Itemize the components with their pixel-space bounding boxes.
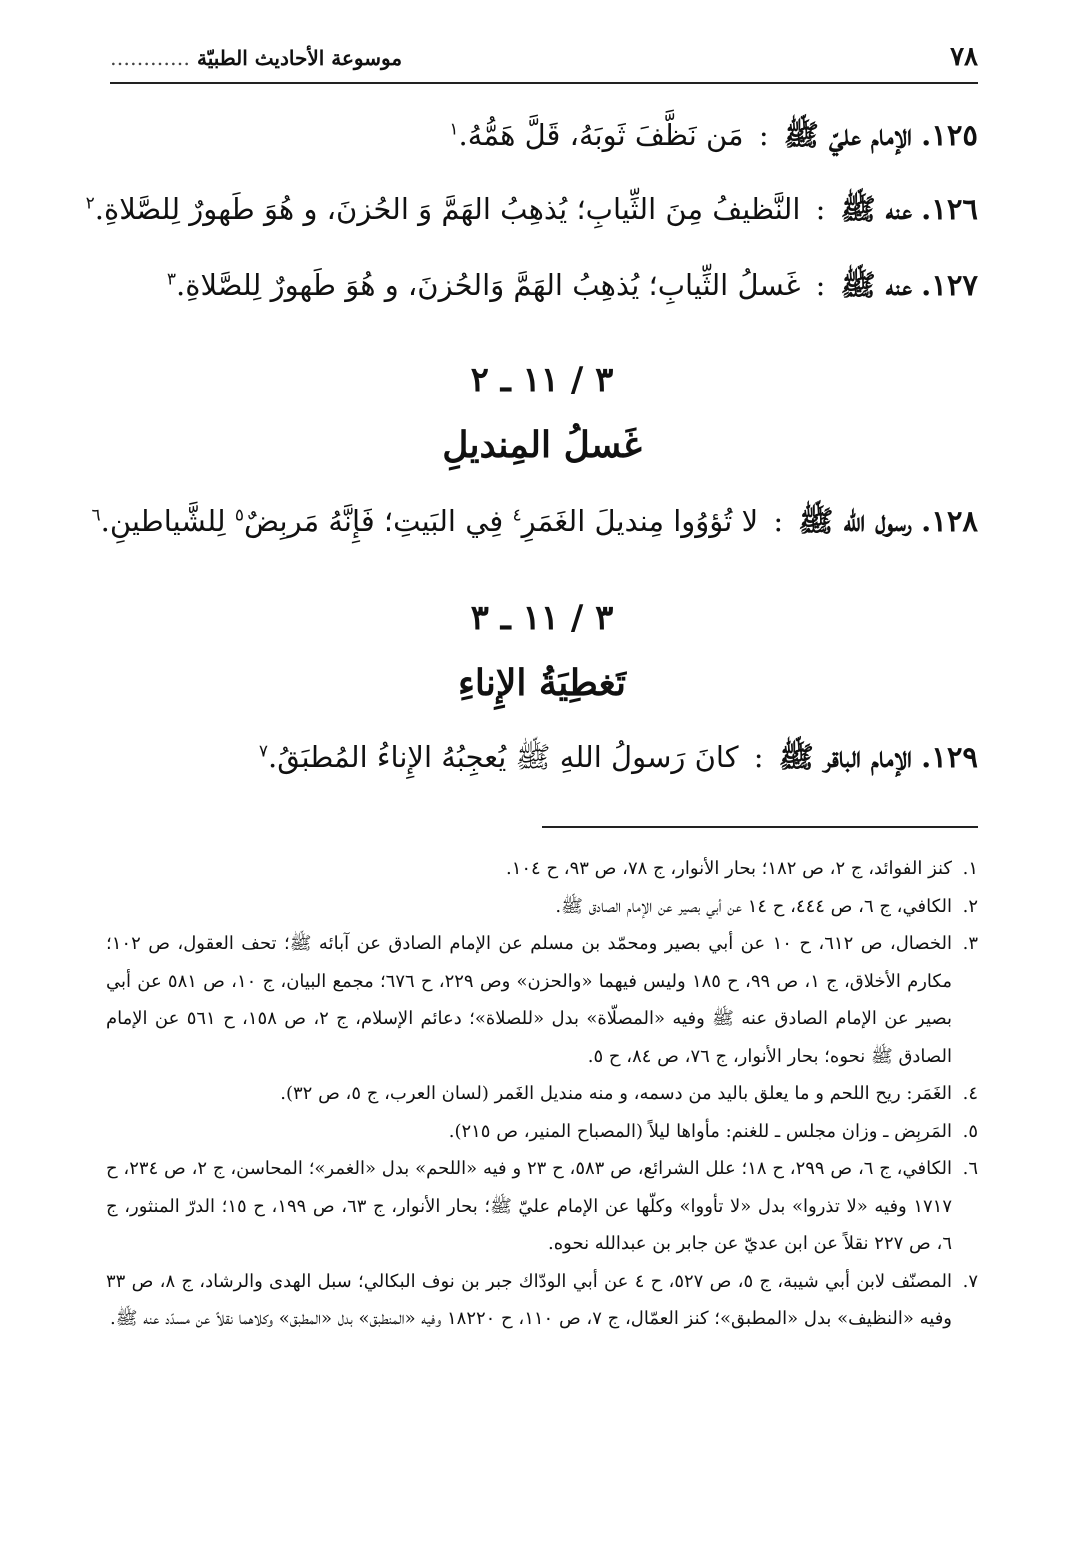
hadith-text-part-1: لا تُؤوُوا مِنديلَ الغَمَرِ [521, 504, 759, 538]
hadith-number: ١٢٨. [921, 504, 978, 538]
footnote-number: ٧. [962, 1270, 978, 1292]
colon-separator: : [815, 268, 826, 302]
footnote-ref[interactable]: ٧ [258, 741, 269, 762]
colon-separator: : [753, 740, 764, 774]
footnote-number: ١. [962, 858, 978, 879]
hadith-speaker: رسول الله ﷺ [798, 504, 912, 538]
hadith-number: ١٢٦. [921, 192, 978, 226]
hadith-number: ١٢٧. [921, 268, 978, 302]
hadith-speaker: عنه ﷺ [840, 192, 912, 226]
hadith-text-part-2: فِي البَيتِ؛ فَإِنَّهُ مَربِضٌ [244, 504, 504, 538]
footnote-number: ٤. [962, 1083, 978, 1104]
footnote-4 [106, 1075, 978, 1113]
hadith-speaker: الإمام الباقر ﷺ [778, 740, 912, 774]
footnote-7 [106, 1263, 978, 1338]
footnote-number: ٣. [962, 933, 978, 954]
footnote-ref[interactable]: ٣ [166, 269, 177, 290]
colon-separator: : [815, 192, 826, 226]
section-number: ٣ / ١١ ـ ٢ [470, 360, 614, 400]
footnote-text: الغَمَر: ريح اللحم و ما يعلق باليد من دسمه، و منه منديل الغَمر (لسان العرب، ج ٥، ص ٣٢). [280, 1083, 952, 1104]
footnote-text: الكافي، ج ٦، ص ٤٤٤، ح ١٤ عن أبي بصير عن الإمام الصادق ﷺ. [555, 895, 952, 917]
hadith-text: مَن نَظَّفَ ثَوبَهُ، قَلَّ هَمُّهُ. [458, 118, 744, 152]
hadith-speaker: عنه ﷺ [840, 268, 912, 302]
hadith-129 [110, 740, 978, 775]
footnote-ref[interactable]: ٥ [234, 505, 245, 526]
hadith-126 [85, 192, 978, 227]
footnote-divider [542, 826, 978, 828]
footnote-2 [106, 888, 978, 926]
footnote-6 [106, 1150, 978, 1263]
footnote-number: ٦. [962, 1158, 978, 1179]
footnote-ref[interactable]: ٤ [512, 505, 522, 526]
hadith-number: ١٢٥. [921, 118, 978, 152]
footnote-1 [106, 850, 978, 888]
hadith-number: ١٢٩. [921, 740, 978, 774]
footnote-5 [106, 1113, 978, 1151]
page-number: ٧٨ [950, 42, 978, 72]
footnote-number: ٢. [962, 895, 978, 917]
running-title [110, 46, 402, 70]
footnote-text: كنز الفوائد، ج ٢، ص ١٨٢؛ بحار الأنوار، ج ٧٨، ص ٩٣، ح ١٠٤. [505, 858, 952, 879]
running-title-dots: ………… [110, 46, 190, 70]
footnote-3 [106, 925, 978, 1075]
hadith-text: النَّظيفُ مِنَ الثِّيابِ؛ يُذهِبُ الهَمَّ وَ الحُزنَ، و هُوَ طَهورٌ لِلصَّلاةِ. [94, 192, 801, 226]
colon-separator: : [758, 118, 769, 152]
footnote-text: الكافي، ج ٦، ص ٢٩٩، ح ١٨؛ علل الشرائع، ص ٥٨٣، ح ٢٣ و فيه «اللحم» بدل «الغمر»؛ المحاسن، ج ٢، ص ٢٣٤، ح ١٧١٧ وفيه «لا تذروا» بدل «لا تأووا» وكلّها عن الإمام عليّ ﷺ؛ بحار الأنوار، ج ٦٣، ص ١٩٩، ح ١٥؛ الدرّ المنثور، ج ٦، ص ٢٢٧ نقلاً عن ابن عديّ عن جابر بن عبدالله نحوه. [106, 1158, 953, 1254]
section-title: تَغطِيَةُ الإِناءِ [457, 662, 627, 704]
hadith-128 [91, 504, 978, 539]
section-number: ٣ / ١١ ـ ٣ [470, 598, 614, 638]
footnote-number: ٥. [962, 1120, 978, 1142]
hadith-125 [110, 118, 978, 153]
footnote-ref[interactable]: ٢ [85, 193, 95, 214]
running-title-text: موسوعة الأحاديث الطبيّة [196, 46, 403, 70]
hadith-text-part-3: لِلشَّياطينِ. [100, 504, 226, 538]
colon-separator: : [773, 504, 784, 538]
page-header [110, 38, 978, 84]
hadith-speaker: الإمام عليّ ﷺ [783, 118, 912, 152]
footnote-text: المَربِض ـ وزان مجلس ـ للغنم: مأواها ليلاً (المصباح المنير، ص ٢١٥). [448, 1120, 952, 1142]
section-title: غَسلُ المِنديلِ [442, 424, 642, 466]
footnote-text: المصنّف لابن أبي شيبة، ج ٥، ص ٥٢٧، ح ٤ عن أبي الودّاك جبر بن نوف البكالي؛ سبل الهدى والرشاد، ج ٨، ص ٣٣ وفيه «النظيف» بدل «المطبق»؛ كنز العمّال، ج ٧، ص ١١٠، ح ١٨٢٢٠ وفيه «المنطبق» بدل «المطبق» وكلاهما نقلاً عن مسدّد عنه ﷺ. [106, 1270, 953, 1329]
footnote-ref[interactable]: ٦ [91, 505, 101, 526]
hadith-text: غَسلُ الثِّيابِ؛ يُذهِبُ الهَمَّ وَالحُزنَ، و هُوَ طَهورٌ لِلصَّلاةِ. [176, 268, 801, 302]
footnotes [106, 850, 978, 1338]
hadith-127 [110, 268, 978, 303]
hadith-text: كانَ رَسولُ اللهِ ﷺ يُعجِبُهُ الإِناءُ المُطبَقُ. [268, 740, 739, 774]
footnote-ref[interactable]: ١ [449, 119, 459, 140]
footnote-text: الخصال، ص ٦١٢، ح ١٠ عن أبي بصير ومحمّد بن مسلم عن الإمام الصادق عن آبائه ﷺ؛ تحف العقول، ص ١٠٢؛ مكارم الأخلاق، ج ١، ص ٩٩، ح ١٨٥ وليس فيهما «والحزن» وص ٢٢٩، ح ٦٧٦؛ مجمع البيان، ج ١٠، ص ٥٨١ عن أبي بصير عن الإمام الصادق عنه ﷺ وفيه «المصلّاة» بدل «للصلاة»؛ دعائم الإسلام، ج ٢، ص ١٥٨، ح ٥٦١ عن الإمام الصادق ﷺ نحوه؛ بحار الأنوار، ج ٧٦، ص ٨٤، ح ٥. [106, 933, 953, 1067]
